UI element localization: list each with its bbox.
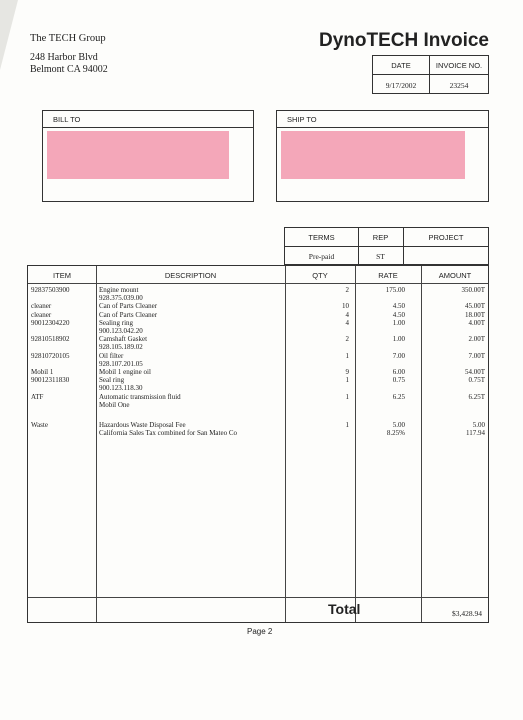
- invoice-title: DynoTECH Invoice: [319, 30, 489, 51]
- row-rate: 0.75: [392, 376, 405, 385]
- row-amount: 7.00T: [468, 351, 485, 360]
- row-rate: 5.00: [392, 421, 405, 429]
- row-amount: 350.00T: [461, 286, 485, 294]
- row-amount: 18.00T: [464, 310, 485, 319]
- row-qty: 4: [345, 310, 349, 319]
- row-description: Automatic transmission fluid Mobil One: [99, 392, 181, 409]
- ship-to-redaction: [281, 131, 465, 179]
- page-fold-corner: [0, 0, 18, 70]
- line-items-table: [27, 265, 489, 623]
- header-qty: QTY: [312, 271, 328, 280]
- row-description: Oil filter 928.107.201.05: [99, 351, 143, 368]
- row-description: Can of Parts Cleaner: [99, 302, 158, 311]
- row-amount: 4.00T: [468, 318, 485, 327]
- row-rate: 6.00: [392, 368, 405, 376]
- company-name: The TECH Group: [30, 33, 106, 44]
- ship-to-box: [276, 110, 489, 202]
- row-item: 92810518902: [31, 335, 70, 344]
- total-value: $3,428.94: [452, 609, 482, 618]
- row-item: 92810720105: [31, 351, 70, 360]
- row-rate: 4.50: [392, 310, 405, 319]
- bill-to-box: [42, 110, 254, 202]
- row-amount: 0.75T: [468, 376, 485, 385]
- ship-to-label: SHIP TO: [287, 115, 317, 124]
- row-qty: 1: [345, 392, 349, 401]
- row-description: Camshaft Gasket 928.105.189.02: [99, 335, 148, 352]
- row-amount: 6.25T: [468, 392, 485, 401]
- row-qty: 1: [345, 376, 349, 385]
- row-qty: 9: [345, 368, 349, 376]
- row-qty: 10: [342, 302, 349, 311]
- invoice-meta-box: [372, 55, 489, 94]
- company-address-line1: 248 Harbor Blvd: [30, 52, 98, 63]
- terms-label: TERMS: [308, 233, 335, 242]
- row-item: cleaner: [31, 302, 52, 311]
- row-qty: 4: [345, 318, 349, 327]
- row-item: Mobil 1: [31, 368, 54, 376]
- row-description: Can of Parts Cleaner: [99, 310, 158, 319]
- row-item: 90012311830: [31, 376, 70, 385]
- row-description: Seal ring 900.123.118.30: [99, 376, 143, 393]
- terms-box: [284, 227, 489, 265]
- row-qty: 1: [345, 421, 349, 429]
- row-rate: 4.50: [392, 302, 405, 311]
- bill-to-redaction: [47, 131, 229, 179]
- row-rate: 1.00: [392, 335, 405, 344]
- row-item: Waste: [31, 421, 48, 429]
- row-rate: 175.00: [385, 286, 405, 294]
- rep-label: REP: [372, 233, 389, 242]
- row-description: Mobil 1 engine oil: [99, 368, 151, 376]
- invoice-no-label: INVOICE NO.: [435, 61, 483, 70]
- row-qty: 1: [345, 351, 349, 360]
- terms-value: Pre-paid: [308, 252, 335, 261]
- row-rate: 7.00: [392, 351, 405, 360]
- row-amount: 45.00T: [464, 302, 485, 311]
- bill-to-label: BILL TO: [53, 115, 81, 124]
- total-label: Total: [328, 601, 361, 617]
- row-qty: 2: [345, 335, 349, 344]
- row-item: 92837503900: [31, 286, 70, 294]
- row-rate: 8.25%: [386, 429, 405, 438]
- row-description: California Sales Tax combined for San Mateo Co: [99, 429, 237, 438]
- header-description: DESCRIPTION: [164, 271, 217, 280]
- row-rate: 1.00: [392, 318, 405, 327]
- row-amount: 117.94: [466, 429, 485, 438]
- project-label: PROJECT: [428, 233, 464, 242]
- row-qty: 2: [345, 286, 349, 294]
- row-item: ATF: [31, 392, 44, 401]
- row-description: Engine mount 928.375.039.00: [99, 286, 143, 303]
- row-amount: 2.00T: [468, 335, 485, 344]
- invoice-number: 23254: [449, 81, 469, 90]
- header-amount: AMOUNT: [438, 271, 472, 280]
- row-amount: 54.00T: [464, 368, 485, 376]
- company-address-line2: Belmont CA 94002: [30, 64, 108, 75]
- row-description: Hazardous Waste Disposal Fee: [99, 421, 186, 429]
- rep-value: ST: [376, 252, 385, 261]
- row-description: Sealing ring 900.123.042.20: [99, 318, 143, 335]
- row-item: cleaner: [31, 310, 52, 319]
- page-number: Page 2: [247, 627, 273, 636]
- header-item: ITEM: [53, 271, 71, 280]
- row-rate: 6.25: [392, 392, 405, 401]
- row-amount: 5.00: [472, 421, 485, 429]
- row-item: 90012304220: [31, 318, 70, 327]
- date-label: DATE: [391, 61, 411, 70]
- invoice-date: 9/17/2002: [385, 81, 417, 90]
- header-rate: RATE: [378, 271, 398, 280]
